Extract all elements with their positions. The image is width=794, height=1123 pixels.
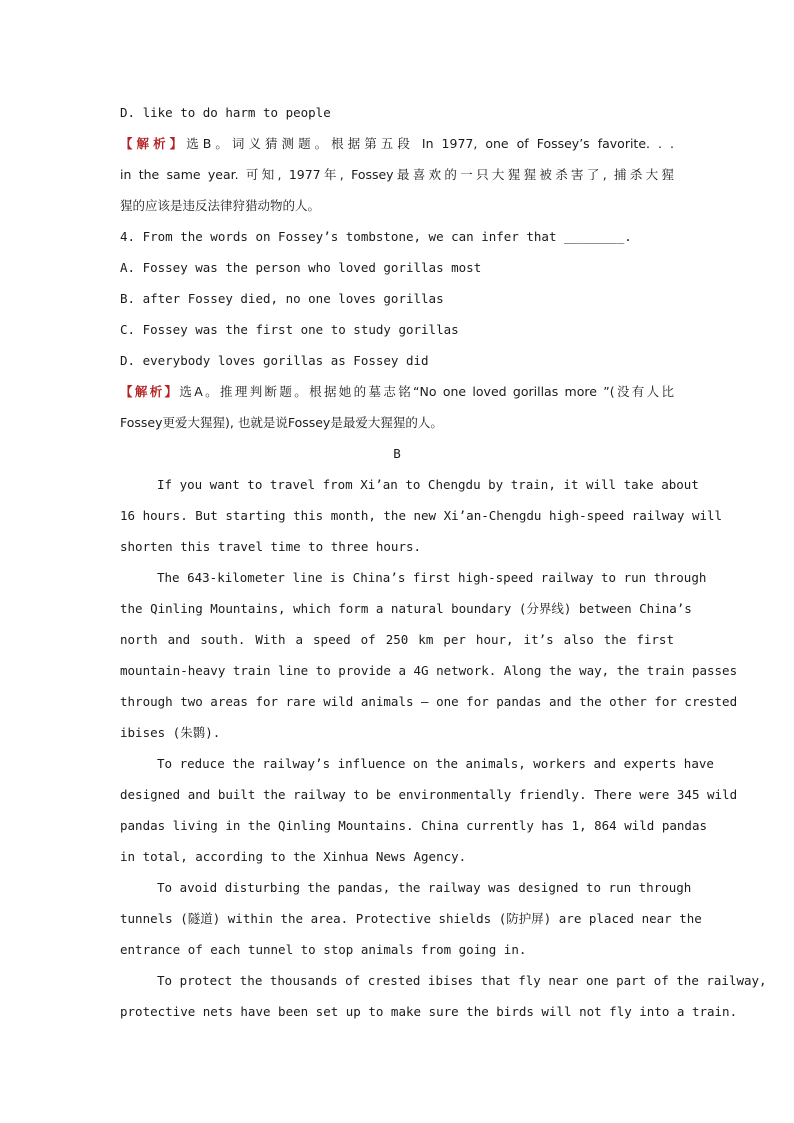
passage-line: protective nets have been set up to make sure the birds will not fly into a train. — [120, 1004, 738, 1019]
document-page — [120, 97, 767, 1027]
passage-line: designed and built the railway to be environmentally friendly. There were 345 wild — [120, 787, 738, 802]
passage-line: ibises (朱鹮). — [120, 725, 221, 740]
passage-heading: B — [393, 446, 401, 461]
passage-line: To reduce the railway’s influence on the animals, workers and experts have — [157, 756, 714, 771]
passage-line: through two areas for rare wild animals — one for pandas and the other for crested — [120, 694, 738, 709]
q3-analysis-line-2: in the same year. 可知, 1977年, Fossey最喜欢的一只大猩猩被杀害了, 捕杀大猩 — [120, 167, 674, 182]
q4-option-a: A. Fossey was the person who loved gorillas most — [120, 260, 482, 275]
q3-option-d: D. like to do harm to people — [120, 105, 331, 120]
passage-line: The 643-kilometer line is China’s first high-speed railway to run through — [157, 570, 707, 585]
passage-line: 16 hours. But starting this month, the new Xi’an-Chengdu high-speed railway will — [120, 508, 723, 523]
analysis-tag: 【解析】 — [120, 136, 187, 151]
passage-line: the Qinling Mountains, which form a natural boundary (分界线) between China’s — [120, 601, 692, 616]
q4-analysis-line-1 — [120, 376, 674, 407]
q4-question: 4. From the words on Fossey’s tombstone, we can infer that ________. — [120, 229, 632, 244]
passage-line: If you want to travel from Xi’an to Chengdu by train, it will take about — [157, 477, 699, 492]
q4-analysis-line-2: Fossey更爱大猩猩), 也就是说Fossey是最爱大猩猩的人。 — [120, 415, 443, 430]
analysis-text: 选A。推理判断题。根据她的墓志铭“No one loved gorillas more ”(没有人比 — [179, 384, 674, 399]
q4-option-b: B. after Fossey died, no one loves gorillas — [120, 291, 444, 306]
passage-line: pandas living in the Qinling Mountains. China currently has 1, 864 wild pandas — [120, 818, 707, 833]
passage-line: To protect the thousands of crested ibises that fly near one part of the railway, — [157, 973, 767, 988]
passage-line: entrance of each tunnel to stop animals from going in. — [120, 942, 527, 957]
q3-analysis-line-1 — [120, 128, 674, 159]
passage-line: To avoid disturbing the pandas, the railway was designed to run through — [157, 880, 692, 895]
passage-line: north and south. With a speed of 250 km per hour, it’s also the first — [120, 632, 674, 647]
analysis-text: 选B。词义猜测题。根据第五段 In 1977, one of Fossey’s favorite. . . — [186, 136, 674, 151]
q4-option-d: D. everybody loves gorillas as Fossey did — [120, 353, 429, 368]
q4-option-c: C. Fossey was the first one to study gorillas — [120, 322, 459, 337]
q3-analysis-line-3: 猩的应该是违反法律狩猎动物的人。 — [120, 198, 321, 213]
analysis-tag: 【解析】 — [120, 384, 180, 399]
passage-line: shorten this travel time to three hours. — [120, 539, 422, 554]
passage-line: mountain-heavy train line to provide a 4G network. Along the way, the train passes — [120, 663, 738, 678]
passage-line: tunnels (隧道) within the area. Protective shields (防护屏) are placed near the — [120, 911, 702, 926]
passage-line: in total, according to the Xinhua News Agency. — [120, 849, 467, 864]
